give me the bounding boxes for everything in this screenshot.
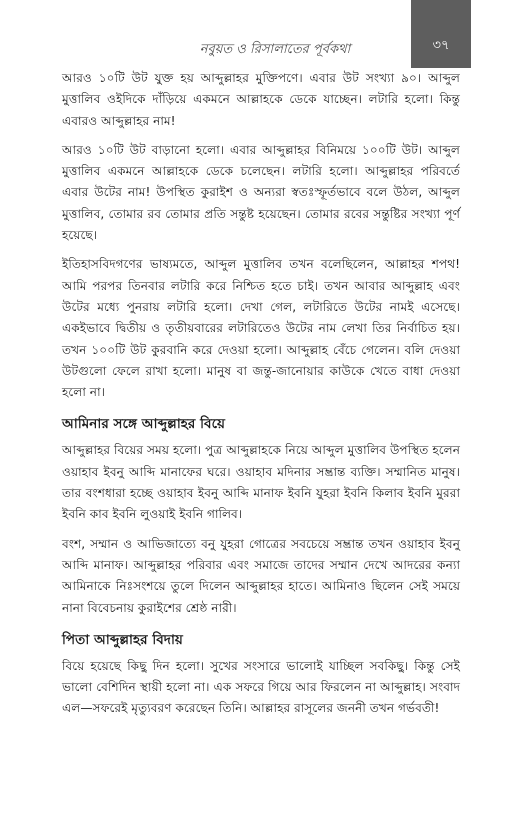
paragraph: আরও ১০টি উট যুক্ত হয় আব্দুল্লাহর মুক্তিপণে। এবার উট সংখ্যা ৯০। আব্দুল মুত্তালিব ওইদিকে দাঁড়িয়ে একমনে আল্লাহকে ডেকে যাচ্ছেন। লটারি হলো। কিন্তু এবারও আব্দুল্লাহর নাম!	[62, 71, 460, 128]
paragraph: আরও ১০টি উট বাড়ানো হলো। এবার আব্দুল্লাহর বিনিময়ে ১০০টি উট। আব্দুল মুত্তালিব একমনে আল্লাহকে ডেকে চলেছেন। লটারি হলো। আব্দুল্লাহর পরিবর্তে এবার উটের নাম! উপস্থিত কুরাইশ ও অন্যরা স্বতঃস্ফূর্তভাবে বলে উঠল, আব্দুল মুত্তালিব, তোমার রব তোমার প্রতি সন্তুষ্ট হয়েছেন। তোমার রবের সন্তুষ্টির সংখ্যা পূর্ণ হয়েছে।	[62, 142, 460, 243]
paragraph: আব্দুল্লাহর বিয়ের সময় হলো। পুত্র আব্দুল্লাহকে নিয়ে আব্দুল মুত্তালিব উপস্থিত হলেন ওয়াহাব ইবনু আব্দি মানাফের ঘরে। ওয়াহাব মদিনার সম্ভ্রান্ত ব্যক্তি। সম্মানিত মানুষ। তার বংশধারা হচ্ছে ওয়াহাব ইবনু আব্দি মানাফ ইবনি যুহরা ইবনি কিলাব ইবনি মুররা ইবনি কাব ইবনি লুওয়াই ইবনি গালিব।	[62, 443, 460, 522]
page-number: ৩৭	[432, 38, 450, 53]
section-heading: আমিনার সঙ্গে আব্দুল্লাহর বিয়ে	[62, 416, 226, 433]
paragraph: ইতিহাসবিদগণের ভাষ্যমতে, আব্দুল মুত্তালিব তখন বলেছিলেন, আল্লাহর শপথ! আমি পরপর তিনবার লটারি করে নিশ্চিত হতে চাই। তখন আবার আব্দুল্লাহ এবং উটের মধ্যে পুনরায় লটারি হলো। দেখা গেল, লটারিতে উটের নামই এসেছে। একইভাবে দ্বিতীয় ও তৃতীয়বারের লটারিতেও উটের নাম লেখা তির নির্বাচিত হয়। তখন ১০০টি উট কুরবানি করে দেওয়া হলো। আব্দুল্লাহ বেঁচে গেলেন। বলি দেওয়া উটগুলো ফেলে রাখা হলো। মানুষ বা জন্তু-জানোয়ার কাউকে খেতে বাধা দেওয়া হলো না।	[62, 257, 460, 400]
paragraph: বিয়ে হয়েছে কিছু দিন হলো। সুখের সংসারে ভালোই যাচ্ছিল সবকিছু। কিন্তু সেই ভালো বেশিদিন স্থায়ী হলো না। এক সফরে গিয়ে আর ফিরলেন না আব্দুল্লাহ। সংবাদ এল—সফরেই মৃত্যুবরণ করেছেন তিনি। আল্লাহর রাসূলের জননী তখন গর্ভবতী!	[62, 658, 460, 716]
page-body	[62, 68, 460, 728]
section-heading: পিতা আব্দুল্লাহর বিদায়	[62, 631, 183, 648]
paragraph: বংশ, সম্মান ও আভিজাত্যে বনু যুহরা গোত্রের সবচেয়ে সম্ভ্রান্ত তখন ওয়াহাব ইবনু আব্দি মানাফ। আব্দুল্লাহর পরিবার এবং সমাজে তাদের সম্মান দেখে আদরের কন্যা আমিনাকে নিঃসংশয়ে তুলে দিলেন আব্দুল্লাহর হাতে। আমিনাও ছিলেন সেই সময়ে নানা বিবেচনায় কুরাইশের শ্রেষ্ঠ নারী।	[62, 536, 460, 615]
page-header	[0, 0, 528, 68]
page-number-box	[411, 0, 471, 68]
running-title: নবুয়ত ও রিসালাতের পূর্বকথা	[199, 42, 351, 57]
